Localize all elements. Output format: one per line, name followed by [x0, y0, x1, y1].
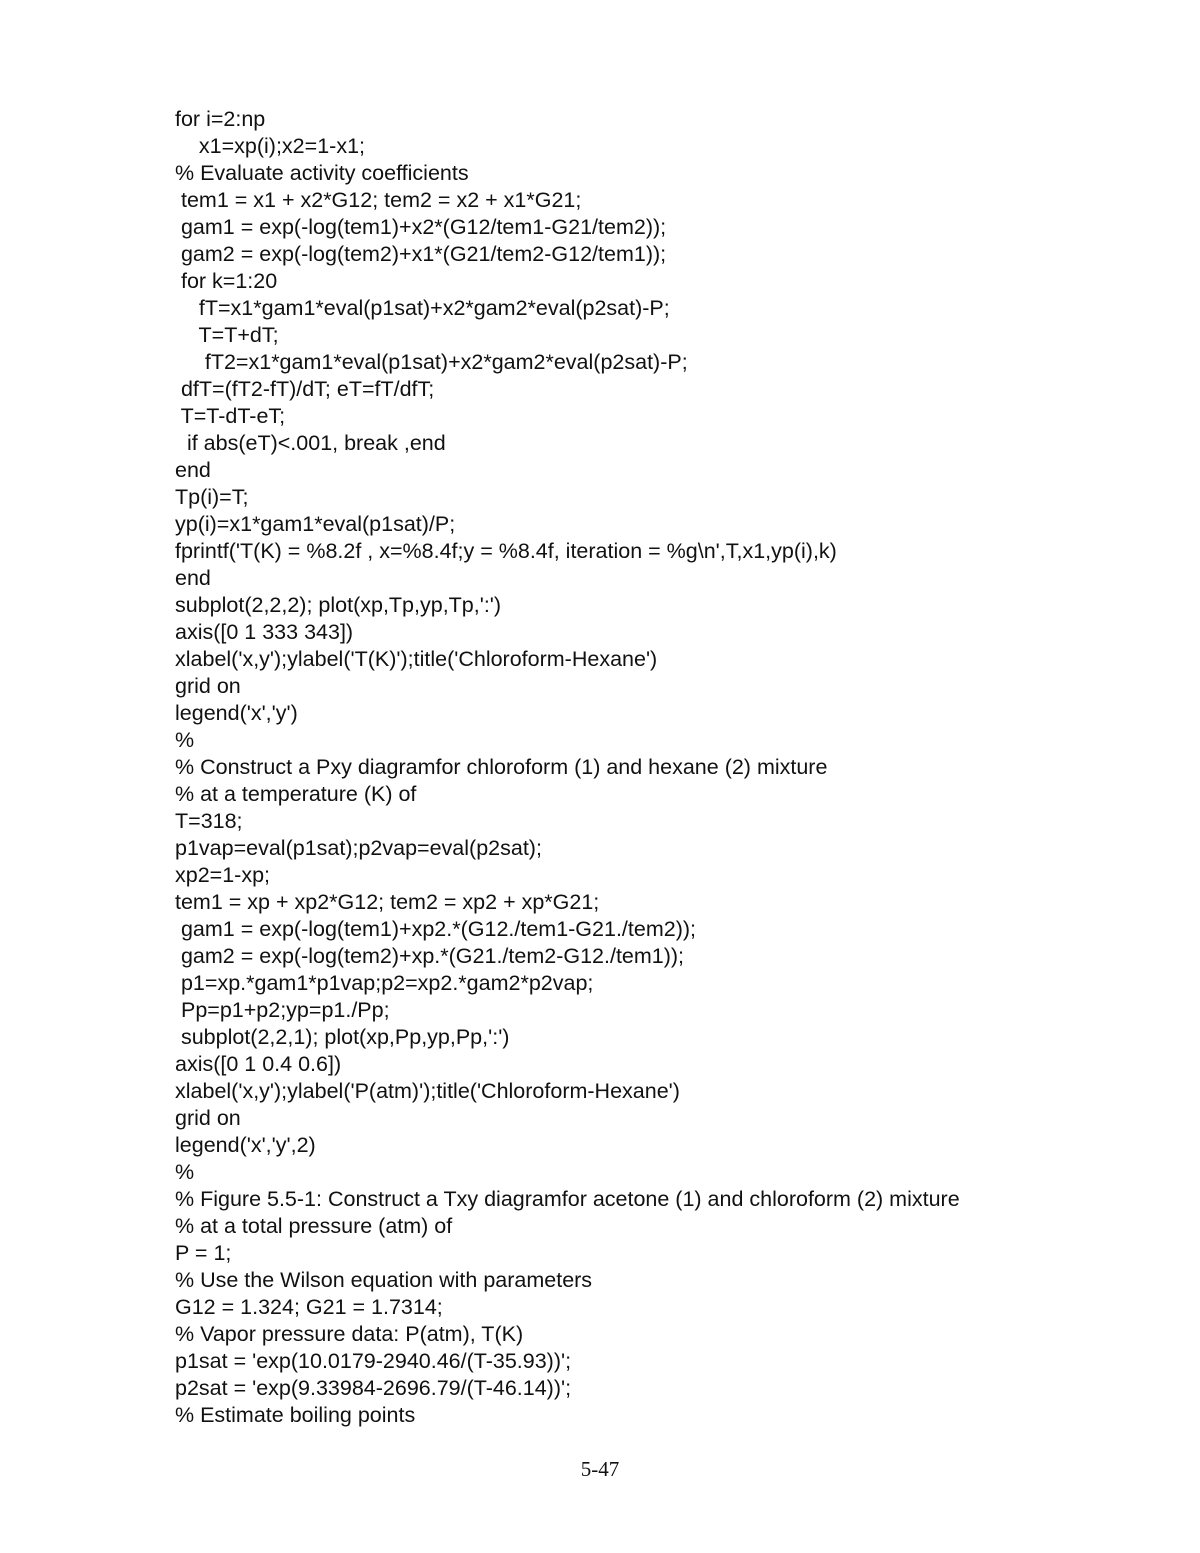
code-line: % Evaluate activity coefficients: [175, 161, 469, 185]
code-line: tem1 = xp + xp2*G12; tem2 = xp2 + xp*G21;: [175, 890, 600, 914]
code-line: fT2=x1*gam1*eval(p1sat)+x2*gam2*eval(p2sat)-P;: [175, 350, 688, 374]
code-line: T=T+dT;: [175, 323, 279, 347]
code-line: % at a total pressure (atm) of: [175, 1214, 453, 1238]
code-line: %: [175, 1160, 195, 1184]
code-line: grid on: [175, 1106, 241, 1130]
code-line: subplot(2,2,2); plot(xp,Tp,yp,Tp,':'): [175, 593, 502, 617]
code-line: gam2 = exp(-log(tem2)+xp.*(G21./tem2-G12./tem1));: [175, 944, 685, 968]
code-line: % Estimate boiling points: [175, 1403, 416, 1427]
code-line: p1vap=eval(p1sat);p2vap=eval(p2sat);: [175, 836, 542, 860]
code-line: % at a temperature (K) of: [175, 782, 417, 806]
code-line: % Vapor pressure data: P(atm), T(K): [175, 1322, 524, 1346]
code-line: Tp(i)=T;: [175, 485, 249, 509]
code-line: T=318;: [175, 809, 243, 833]
code-line: xlabel('x,y');ylabel('P(atm)');title('Chloroform-Hexane'): [175, 1079, 680, 1103]
code-line: % Figure 5.5-1: Construct a Txy diagramfor acetone (1) and chloroform (2) mixture: [175, 1187, 960, 1211]
code-line: dfT=(fT2-fT)/dT; eT=fT/dfT;: [175, 377, 435, 401]
code-line: P = 1;: [175, 1241, 232, 1265]
code-line: x1=xp(i);x2=1-x1;: [175, 134, 365, 158]
code-line: legend('x','y'): [175, 701, 298, 725]
code-line: xp2=1-xp;: [175, 863, 271, 887]
code-line: grid on: [175, 674, 241, 698]
code-line: legend('x','y',2): [175, 1133, 316, 1157]
code-line: yp(i)=x1*gam1*eval(p1sat)/P;: [175, 512, 456, 536]
code-line: axis([0 1 333 343]): [175, 620, 354, 644]
code-line: end: [175, 458, 211, 482]
code-line: fT=x1*gam1*eval(p1sat)+x2*gam2*eval(p2sat)-P;: [175, 296, 670, 320]
page-number: 5-47: [580, 1457, 620, 1481]
code-line: for k=1:20: [175, 269, 278, 293]
code-line: %: [175, 728, 195, 752]
code-line: if abs(eT)<.001, break ,end: [175, 431, 446, 455]
code-line: % Use the Wilson equation with parameters: [175, 1268, 593, 1292]
code-line: p1=xp.*gam1*p1vap;p2=xp2.*gam2*p2vap;: [175, 971, 594, 995]
code-line: G12 = 1.324; G21 = 1.7314;: [175, 1295, 443, 1319]
code-line: fprintf('T(K) = %8.2f , x=%8.4f;y = %8.4f, iteration = %g\n',T,x1,yp(i),k): [175, 539, 837, 563]
code-line: xlabel('x,y');ylabel('T(K)');title('Chloroform-Hexane'): [175, 647, 658, 671]
code-line: subplot(2,2,1); plot(xp,Pp,yp,Pp,':'): [175, 1025, 510, 1049]
code-line: axis([0 1 0.4 0.6]): [175, 1052, 342, 1076]
code-line: tem1 = x1 + x2*G12; tem2 = x2 + x1*G21;: [175, 188, 582, 212]
code-line: % Construct a Pxy diagramfor chloroform (1) and hexane (2) mixture: [175, 755, 828, 779]
code-line: gam1 = exp(-log(tem1)+xp2.*(G12./tem1-G21./tem2));: [175, 917, 696, 941]
code-line: gam1 = exp(-log(tem1)+x2*(G12/tem1-G21/tem2));: [175, 215, 667, 239]
code-line: Pp=p1+p2;yp=p1./Pp;: [175, 998, 390, 1022]
code-line: gam2 = exp(-log(tem2)+x1*(G21/tem2-G12/tem1));: [175, 242, 667, 266]
code-line: end: [175, 566, 211, 590]
code-line: for i=2:np: [175, 107, 266, 131]
code-line: T=T-dT-eT;: [175, 404, 286, 428]
code-line: p1sat = 'exp(10.0179-2940.46/(T-35.93))';: [175, 1349, 572, 1373]
code-line: p2sat = 'exp(9.33984-2696.79/(T-46.14))';: [175, 1376, 572, 1400]
matlab-code-listing: [175, 106, 1175, 1429]
